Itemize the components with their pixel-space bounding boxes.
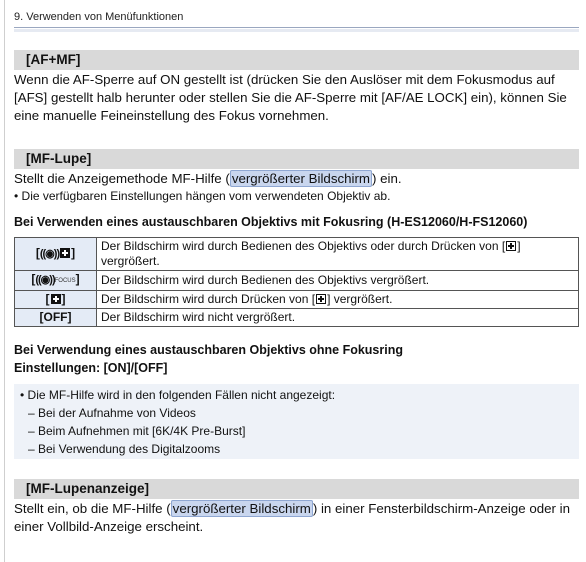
settings-table	[14, 237, 579, 327]
section-title-mf-lupe: [MF-Lupe]	[14, 149, 579, 169]
setting-key-ring-and-button: [((◉)) ]	[15, 238, 97, 271]
section-title-mf-lupenanzeige: [MF-Lupenanzeige]	[14, 479, 579, 499]
list-item: – Beim Aufnehmen mit [6K/4K Pre-Burst]	[28, 424, 246, 438]
setting-desc: Der Bildschirm wird durch Drücken von [ ] vergrößert.	[97, 291, 579, 309]
mf-lupenanzeige-description: Stellt ein, ob die MF-Hilfe ( vergrößerter Bildschirm ) in einer Fensterbildschirm-Anzeige oder in einer Vollbild-Anzeige erscheint.	[14, 501, 571, 534]
list-item: – Bei Verwendung des Digitalzooms	[28, 442, 221, 456]
mf-lupe-description-post: ) ein.	[371, 171, 402, 186]
notes-intro: • Die MF-Hilfe wird in den folgenden Fällen nicht angezeigt:	[20, 388, 336, 402]
list-item: – Bei der Aufnahme von Videos	[28, 406, 196, 420]
magnify-button-icon	[316, 294, 326, 304]
focus-ring-icon: ((◉))	[39, 248, 60, 260]
magnify-button-icon	[51, 294, 61, 304]
table-row	[15, 309, 579, 327]
mf-lupe-note: • Die verfügbaren Einstellungen hängen vom verwendeten Objektiv ab.	[14, 189, 391, 203]
table-row	[15, 291, 579, 309]
setting-desc: Der Bildschirm wird nicht vergrößert.	[97, 309, 579, 327]
afmf-description: Wenn die AF-Sperre auf ON gestellt ist (drücken Sie den Auslöser mit dem Fokusmodus auf [AFS] gestellt halb herunter oder stellen Sie die AF-Sperre mit [AF/AE LOCK] ein), können Sie eine manuelle Feineinstellung des Fokus vornehmen.	[14, 72, 567, 123]
magnify-button-icon	[506, 241, 516, 251]
chapter-header: 9. Verwenden von Menüfunktionen	[14, 10, 579, 28]
setting-desc: Der Bildschirm wird durch Bedienen des Objektivs oder durch Drücken von [ ] vergrößert.	[97, 238, 579, 271]
setting-key-button: [ ]	[15, 291, 97, 309]
mf-hilfe-notes	[14, 384, 579, 459]
magnify-button-icon	[60, 248, 70, 258]
settings-options: Einstellungen: [ON]/[OFF]	[14, 361, 168, 375]
table-row	[15, 271, 579, 291]
mf-lupe-description-pre: Stellt die Anzeigemethode MF-Hilfe (	[14, 171, 230, 186]
subhead-without-focus-ring: Bei Verwendung eines austauschbaren Objektivs ohne Fokusring	[14, 343, 403, 357]
setting-desc: Der Bildschirm wird durch Bedienen des Objektivs vergrößert.	[97, 271, 579, 291]
focus-label: FOCUS	[54, 278, 76, 284]
chapter-header-bar	[14, 29, 579, 32]
setting-key-off: [OFF]	[15, 309, 97, 327]
mf-lupe-highlight: vergrößerter Bildschirm	[231, 171, 370, 186]
subhead-with-focus-ring: Bei Verwenden eines austauschbaren Objektivs mit Fokusring (H-ES12060/H-FS12060)	[14, 215, 528, 229]
section-title-afmf: [AF+MF]	[14, 50, 579, 70]
setting-key-ring: [((◉))FOCUS]	[15, 271, 97, 291]
page-left-rule	[4, 0, 5, 562]
focus-ring-icon: ((◉))	[35, 274, 55, 286]
mf-lupe-description	[14, 170, 580, 188]
table-row	[15, 238, 579, 271]
mf-lupenanzeige-highlight: vergrößerter Bildschirm	[172, 501, 311, 516]
